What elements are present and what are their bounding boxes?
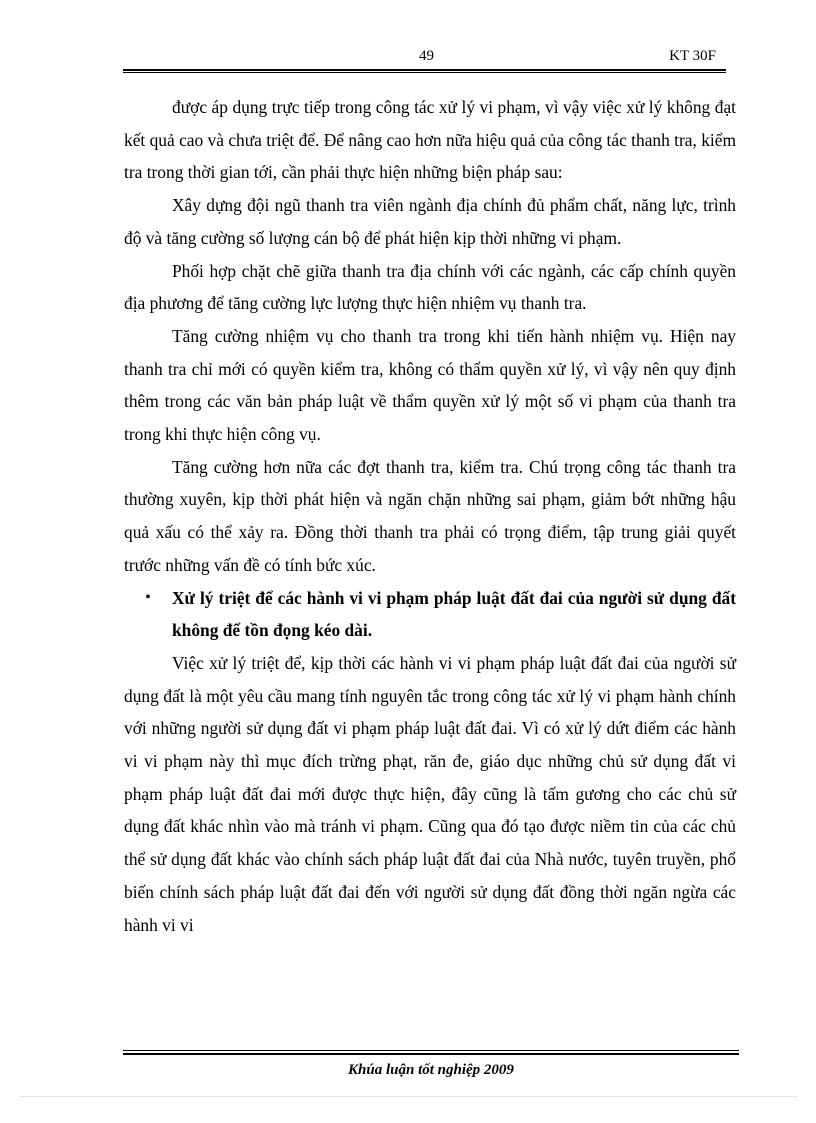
page-footer xyxy=(123,1050,739,1079)
paragraph: Tăng cường nhiệm vụ cho thanh tra trong khi tiến hành nhiệm vụ. Hiện nay thanh tra chỉ mới có quyền kiểm tra, không có thẩm quyền xử lý, vì vậy nên quy định thêm trong các văn bản pháp luật về thẩm quyền xử lý một số vi phạm của thanh tra trong khi thực hiện công vụ. xyxy=(124,325,736,445)
footer-text: Khúa luận tốt nghiệp 2009 xyxy=(348,1062,514,1078)
paragraph: Phối hợp chặt chẽ giữa thanh tra địa chính với các ngành, các cấp chính quyền địa phương để tăng cường lực lượng thực hiện nhiệm vụ thanh tra. xyxy=(124,260,736,314)
header-rule xyxy=(123,69,726,71)
page-boundary-line xyxy=(20,1096,796,1097)
document-code: KT 30F xyxy=(669,48,716,64)
page-number: 49 xyxy=(419,48,434,64)
bullet-item xyxy=(124,582,736,647)
paragraph: Xây dựng đội ngũ thanh tra viên ngành địa chính đủ phẩm chất, năng lực, trình độ và tăng cường số lượng cán bộ để phát hiện kịp thời những vi phạm. xyxy=(124,195,736,248)
bullet-text: Xử lý triệt để các hành vi vi phạm pháp luật đất đai của người sử dụng đất không để tồn đọng kéo dài. xyxy=(172,587,736,641)
paragraph: Việc xử lý triệt để, kịp thời các hành vi vi phạm pháp luật đất đai của người sử dụng đất là một yêu cầu mang tính nguyên tắc trong công tác xử lý vi phạm hành chính với những người sử dụng đất vi phạm pháp luật đất đai. Vì có xử lý dứt điểm các hành vi vi phạm này thì mục đích trừng phạt, răn đe, giáo dục những chủ sử dụng đất vi phạm pháp luật đất đai mới được thực hiện, đây cũng là tấm gương cho các chủ sử dụng đất khác nhìn vào mà tránh vi phạm. Cũng qua đó tạo được niềm tin của các chủ thể sử dụng đất khác vào chính sách pháp luật đất đai của Nhà nước, tuyên truyền, phổ biến chính sách pháp luật đất đai đến với người sử dụng đất đồng thời ngăn ngừa các hành vi vi xyxy=(124,652,736,935)
page-header xyxy=(123,48,726,76)
footer-rule xyxy=(123,1053,739,1055)
paragraph: được áp dụng trực tiếp trong công tác xử lý vi phạm, vì vậy việc xử lý không đạt kết quả cao và chưa triệt để. Để nâng cao hơn nữa hiệu quả của công tác thanh tra, kiểm tra trong thời gian tới, cần phải thực hiện những biện pháp sau: xyxy=(124,97,736,183)
bullet-icon: • xyxy=(145,589,151,605)
header-rule-thin xyxy=(123,72,726,73)
paragraph: Tăng cường hơn nữa các đợt thanh tra, kiểm tra. Chú trọng công tác thanh tra thường xuyên, kịp thời phát hiện và ngăn chặn những sai phạm, giảm bớt những hậu quả xấu có thể xảy ra. Đồng thời thanh tra phải có trọng điểm, tập trung giải quyết trước những vấn đề có tính bức xúc. xyxy=(124,456,736,575)
body-text xyxy=(124,91,736,941)
footer-rule-thin xyxy=(123,1050,739,1051)
